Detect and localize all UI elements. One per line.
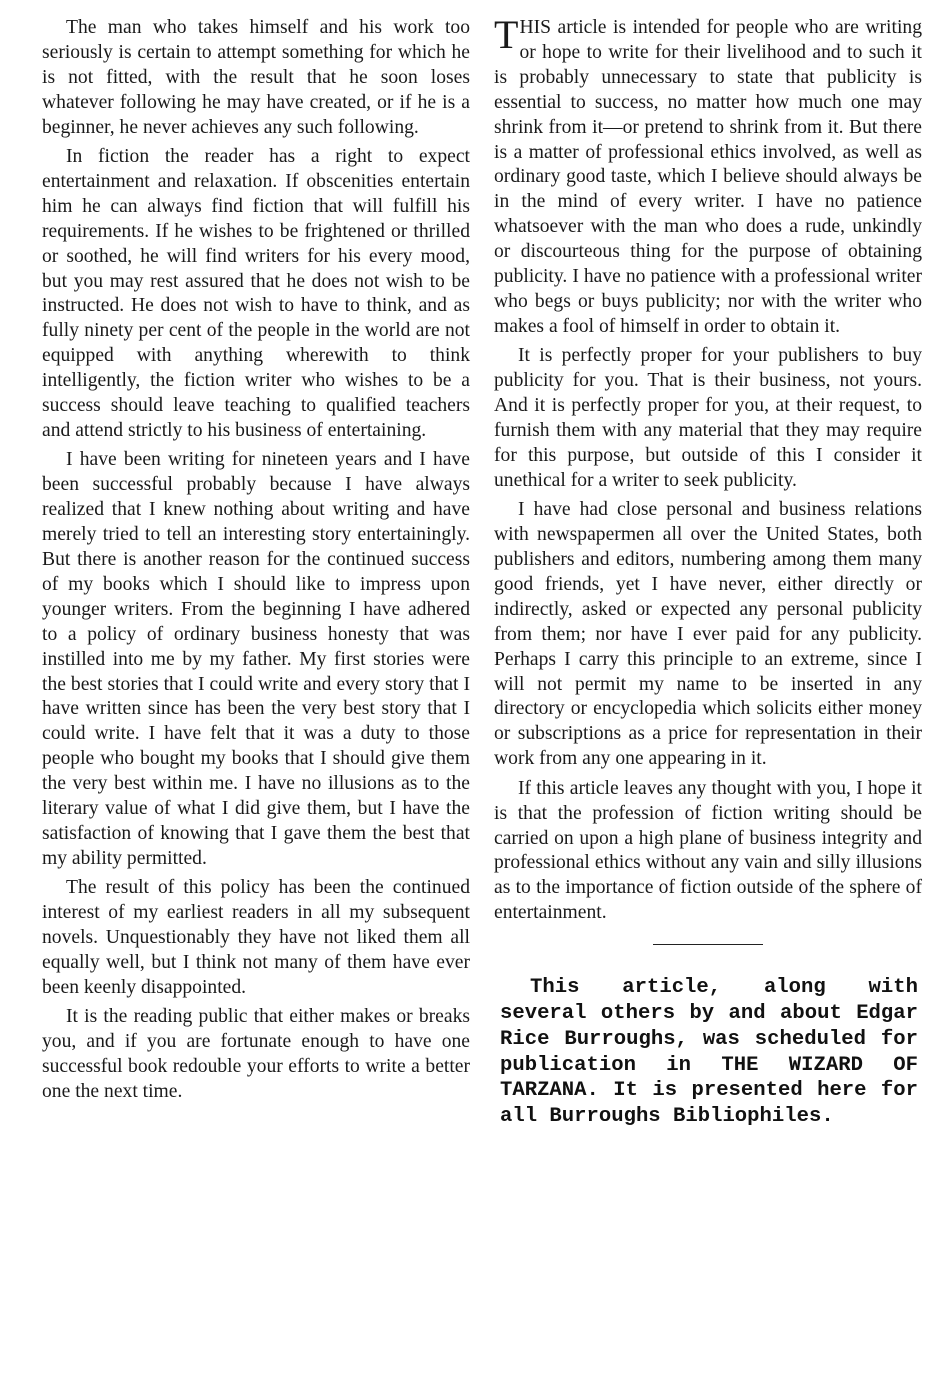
- opening-paragraph-text: HIS article is intended for people who are writing or hope to write for their livelihood and to such it is probably unnecessary to state that publicity is essential to success, no matter how much one may shrink from it—or pretend to shrink from it. But there is a matter of professional ethics involved, as well as ordinary good taste, which I believe should always be in the mind of every writer. I have no patience whatsoever with the man who does a rude, unkindly or discourteous thing for the purpose of obtaining publicity. I have no patience with a professional writer who begs or buys publicity; nor with the writer who makes a fool of himself in order to obtain it.: [494, 17, 922, 337]
- body-paragraph: I have had close personal and business relations with newspapermen all over the United States, both publishers and editors, numbering among them many good friends, yet I have never, either directly or indirectly, asked or expected any personal publicity from them; nor have I ever paid for any publicity. Perhaps I carry this principle to an extreme, since I will not permit my name to be inserted in any directory or encyclopedia which solicits either money or subscriptions as a price for representation in their work from any one appearing in it.: [494, 499, 922, 770]
- right-text-column: [494, 12, 922, 1130]
- drop-cap-letter: T: [494, 12, 519, 57]
- body-paragraph: I have been writing for nineteen years and I have been successful probably because I have always realized that I knew nothing about writing and have merely tried to tell an interesting story entertainingly. But there is another reason for the continued success of my books which I should like to impress upon younger writers. From the beginning I have adhered to a policy of ordinary business honesty that was instilled into me by my father. My first stories were the best stories that I could write and every story that I have written since has been the very best story that I could write. I have felt that it was a duty to those people who bought my books that I should give them the very best within me. I have no illusions as to the literary value of what I did give them, but I have the satisfaction of knowing that I gave them the best that my ability permitted.: [42, 449, 470, 869]
- section-divider-rule: [653, 944, 763, 945]
- editor-note: [500, 975, 918, 1130]
- left-text-column: [42, 16, 470, 1109]
- editor-note-text: This article, along with several others by and about Edgar Rice Burroughs, was scheduled for publication in THE WIZARD OF TARZANA. It is presented here for all Burroughs Bibliophiles.: [500, 976, 918, 1129]
- opening-paragraph: [494, 12, 922, 340]
- body-paragraph: In fiction the reader has a right to expect entertainment and relaxation. If obscenities entertain him he can always find fiction that will fulfill his requirements. If he wishes to be frightened or thrilled or soothed, he will find writers for his every mood, but you may rest assured that he does not wish to be instructed. He does not wish to have to think, and as fully ninety per cent of the people in the world are not equipped with anything wherewith to think intelligently, the fiction writer who wishes to be a success should leave teaching to qualified teachers and attend strictly to his business of entertaining.: [42, 146, 470, 441]
- body-paragraph: It is perfectly proper for your publishers to buy publicity for you. That is their business, not yours. And it is perfectly proper for you, at their request, to furnish them with any material that they may require for this purpose, but outside of this I consider it unethical for a writer to seek publicity.: [494, 345, 922, 491]
- body-paragraph: The result of this policy has been the continued interest of my earliest readers in all my subsequent novels. Unquestionably they have not liked them all equally well, but I think not many of them have ever been keenly disappointed.: [42, 877, 470, 998]
- body-paragraph: It is the reading public that either makes or breaks you, and if you are fortunate enough to have one successful book redouble your efforts to write a better one the next time.: [42, 1006, 470, 1103]
- body-paragraph: The man who takes himself and his work too seriously is certain to attempt something for which he is not fitted, with the result that he soon loses whatever following he may have created, or if he is a beginner, he never achieves any such following.: [42, 17, 470, 138]
- body-paragraph: If this article leaves any thought with you, I hope it is that the profession of fiction writing should be carried on upon a high plane of business integrity and professional ethics without any vain and silly illusions as to the importance of fiction outside of the sphere of entertainment.: [494, 777, 922, 924]
